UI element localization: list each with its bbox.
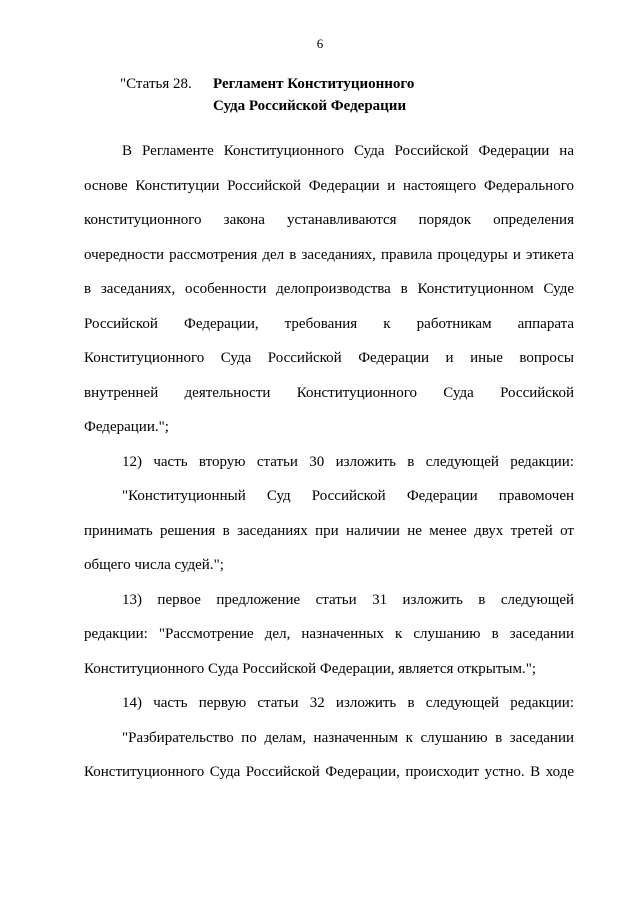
body-text	[84, 134, 574, 790]
text-line: Конституционного Суда Российской Федерации и иные вопросы	[84, 350, 574, 366]
text-line: 14) часть первую статьи 32 изложить в следующей редакции:	[122, 695, 574, 711]
text-line: Конституционного Суда Российской Федерации, происходит устно. В ходе	[84, 764, 574, 780]
text-line: общего числа судей.";	[84, 557, 224, 573]
article-title-line-1: Регламент Конституционного	[213, 76, 415, 92]
article-label: "Статья 28.	[120, 76, 192, 92]
text-line: в заседаниях, особенности делопроизводства в Конституционном Суде	[84, 281, 574, 297]
article-title	[213, 73, 414, 117]
text-line: В Регламенте Конституционного Суда Российской Федерации на	[122, 143, 574, 159]
text-line: Российской Федерации, требования к работникам аппарата	[84, 315, 574, 332]
text-line: очередности рассмотрения дел в заседаниях, правила процедуры и этикета	[84, 246, 574, 263]
page-number: 6	[316, 36, 324, 51]
text-line: "Конституционный Суд Российской Федерации правомочен	[122, 488, 574, 504]
text-line: Федерации.";	[84, 419, 169, 435]
article-title-line-2: Суда Российской Федерации	[213, 98, 407, 114]
text-line: 13) первое предложение статьи 31 изложить в следующей	[122, 591, 574, 608]
text-line: внутренней деятельности Конституционного Суда Российской	[84, 384, 574, 401]
text-line: конституционного закона устанавливаются порядок определения	[84, 212, 574, 228]
article-heading	[120, 73, 414, 117]
text-line: основе Конституции Российской Федерации и настоящего Федерального	[84, 177, 574, 194]
text-line: "Разбирательство по делам, назначенным к слушанию в заседании	[122, 729, 574, 746]
text-line: 12) часть вторую статьи 30 изложить в следующей редакции:	[122, 453, 574, 470]
text-line: Конституционного Суда Российской Федерации, является открытым.";	[84, 660, 537, 677]
text-line: принимать решения в заседаниях при наличии не менее двух третей от	[84, 522, 574, 539]
text-line: редакции: "Рассмотрение дел, назначенных к слушанию в заседании	[84, 626, 574, 642]
